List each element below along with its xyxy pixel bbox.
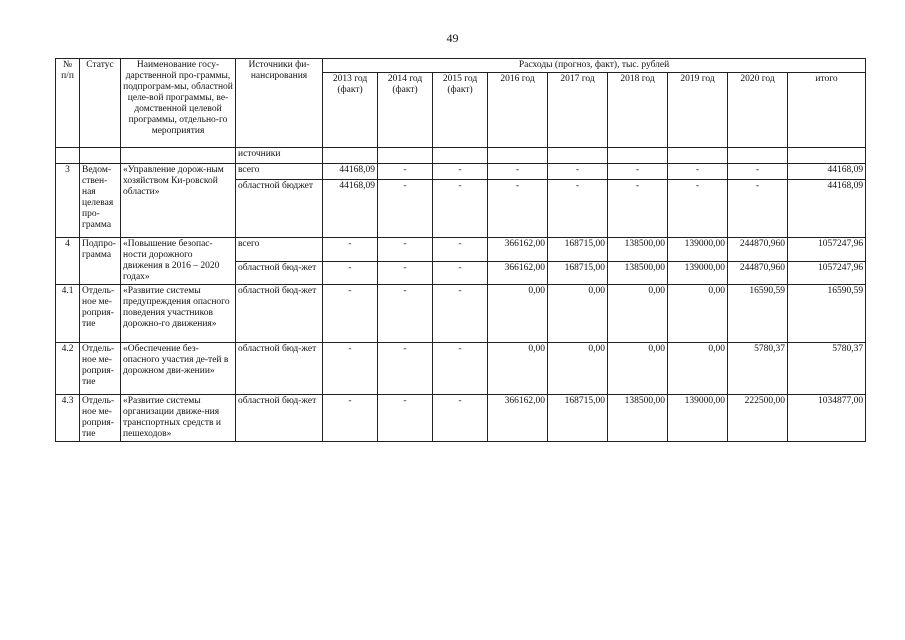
row-source: областной бюд-жет	[236, 285, 323, 343]
row-value: -	[488, 180, 548, 238]
row-value: 16590,59	[728, 285, 788, 343]
row-status: Отдель-ное ме-роприя-тие	[80, 343, 121, 395]
row-value: -	[323, 238, 378, 262]
budget-table	[55, 58, 866, 442]
row-value: 366162,00	[488, 262, 548, 285]
row-value: 366162,00	[488, 238, 548, 262]
row-num: 4	[56, 238, 80, 285]
row-value: -	[323, 285, 378, 343]
row-value: 5780,37	[788, 343, 866, 395]
row-num: 4.1	[56, 285, 80, 343]
table-row	[56, 395, 866, 442]
row-value: -	[668, 180, 728, 238]
row-value: 138500,00	[608, 395, 668, 442]
row-value: -	[323, 343, 378, 395]
row-value: 139000,00	[668, 238, 728, 262]
row-status: Ведом-ствен-ная целевая про-грамма	[80, 164, 121, 238]
row-value: -	[378, 343, 433, 395]
row-value: -	[433, 343, 488, 395]
row-source: областной бюд-жет	[236, 343, 323, 395]
row-value: 138500,00	[608, 238, 668, 262]
row-value: -	[433, 395, 488, 442]
row-value: -	[378, 262, 433, 285]
row-name: «Развитие системы предупреждения опасного поведения участников дорожно-го движения»	[121, 285, 236, 343]
row-value: 44168,09	[788, 180, 866, 238]
row-value: -	[378, 180, 433, 238]
table-row	[56, 238, 866, 262]
row-value: 0,00	[488, 285, 548, 343]
row-value: 139000,00	[668, 262, 728, 285]
row-value: -	[488, 164, 548, 180]
row-source: областной бюджет	[236, 180, 323, 238]
header-status: Статус	[80, 59, 121, 148]
row-value: -	[433, 180, 488, 238]
row-status: Подпро-грамма	[80, 238, 121, 285]
header-name: Наименование госу-дарственной про-граммы, подпрограм-мы, областной целе-вой программы, ве-домственной целевой программы, отдельно-го мероприятия	[121, 59, 236, 148]
row-value: 5780,37	[728, 343, 788, 395]
row-value: 0,00	[488, 343, 548, 395]
row-value: -	[323, 262, 378, 285]
row-value: -	[548, 164, 608, 180]
header-year-5: 2018 год	[608, 73, 668, 148]
row-value: 0,00	[608, 285, 668, 343]
row-value: 1057247,96	[788, 238, 866, 262]
row-value: 244870,960	[728, 238, 788, 262]
row-value: -	[728, 164, 788, 180]
row-value: -	[433, 285, 488, 343]
row-name: «Развитие системы организации движе-ния транспортных средств и пешеходов»	[121, 395, 236, 442]
row-status: Отдель-ное ме-роприя-тие	[80, 285, 121, 343]
row-value: -	[433, 262, 488, 285]
row-value: -	[608, 164, 668, 180]
row-value: -	[378, 164, 433, 180]
header-year-0: 2013 год (факт)	[323, 73, 378, 148]
row-value: 44168,09	[323, 164, 378, 180]
row-source: областной бюд-жет	[236, 262, 323, 285]
row-value: 1034877,00	[788, 395, 866, 442]
header-year-3: 2016 год	[488, 73, 548, 148]
row-source: всего	[236, 164, 323, 180]
row-value: 244870,960	[728, 262, 788, 285]
sources-row	[56, 148, 866, 164]
row-value: 168715,00	[548, 395, 608, 442]
row-name: «Повышение безопас-ности дорожного движения в 2016 – 2020 годах»	[121, 238, 236, 285]
row-value: 0,00	[668, 343, 728, 395]
row-value: 138500,00	[608, 262, 668, 285]
header-year-1: 2014 год (факт)	[378, 73, 433, 148]
row-name: «Обеспечение без-опасного участия де-тей в дорожном дви-жении»	[121, 343, 236, 395]
row-value: -	[728, 180, 788, 238]
header-year-7: 2020 год	[728, 73, 788, 148]
row-source: областной бюд-жет	[236, 395, 323, 442]
row-value: -	[378, 285, 433, 343]
header-num: № п/п	[56, 59, 80, 148]
row-value: -	[323, 395, 378, 442]
row-value: -	[378, 395, 433, 442]
row-value: 44168,09	[323, 180, 378, 238]
table-row	[56, 343, 866, 395]
table-row	[56, 285, 866, 343]
header-year-6: 2019 год	[668, 73, 728, 148]
row-value: 0,00	[548, 285, 608, 343]
header-year-4: 2017 год	[548, 73, 608, 148]
header-year-8: итого	[788, 73, 866, 148]
sources-label: источники	[236, 148, 323, 164]
row-name: «Управление дорож-ным хозяйством Ки-ровской области»	[121, 164, 236, 238]
row-value: 168715,00	[548, 262, 608, 285]
row-value: 0,00	[548, 343, 608, 395]
header-row-1	[56, 59, 866, 73]
row-value: -	[608, 180, 668, 238]
table-row	[56, 164, 866, 180]
row-value: 0,00	[668, 285, 728, 343]
row-status: Отдель-ное ме-роприя-тие	[80, 395, 121, 442]
row-value: -	[548, 180, 608, 238]
row-value: 1057247,96	[788, 262, 866, 285]
row-value: -	[433, 238, 488, 262]
row-num: 4.3	[56, 395, 80, 442]
row-value: 0,00	[608, 343, 668, 395]
header-year-2: 2015 год (факт)	[433, 73, 488, 148]
row-value: -	[433, 164, 488, 180]
header-expenses: Расходы (прогноз, факт), тыс. рублей	[323, 59, 866, 73]
page-number: 49	[446, 31, 459, 45]
header-source: Источники фи-нансирования	[236, 59, 323, 148]
row-source: всего	[236, 238, 323, 262]
row-value: 222500,00	[728, 395, 788, 442]
row-value: 366162,00	[488, 395, 548, 442]
row-value: 16590,59	[788, 285, 866, 343]
row-value: 139000,00	[668, 395, 728, 442]
row-num: 3	[56, 164, 80, 238]
row-num: 4.2	[56, 343, 80, 395]
row-value: -	[668, 164, 728, 180]
row-value: -	[378, 238, 433, 262]
row-value: 44168,09	[788, 164, 866, 180]
row-value: 168715,00	[548, 238, 608, 262]
